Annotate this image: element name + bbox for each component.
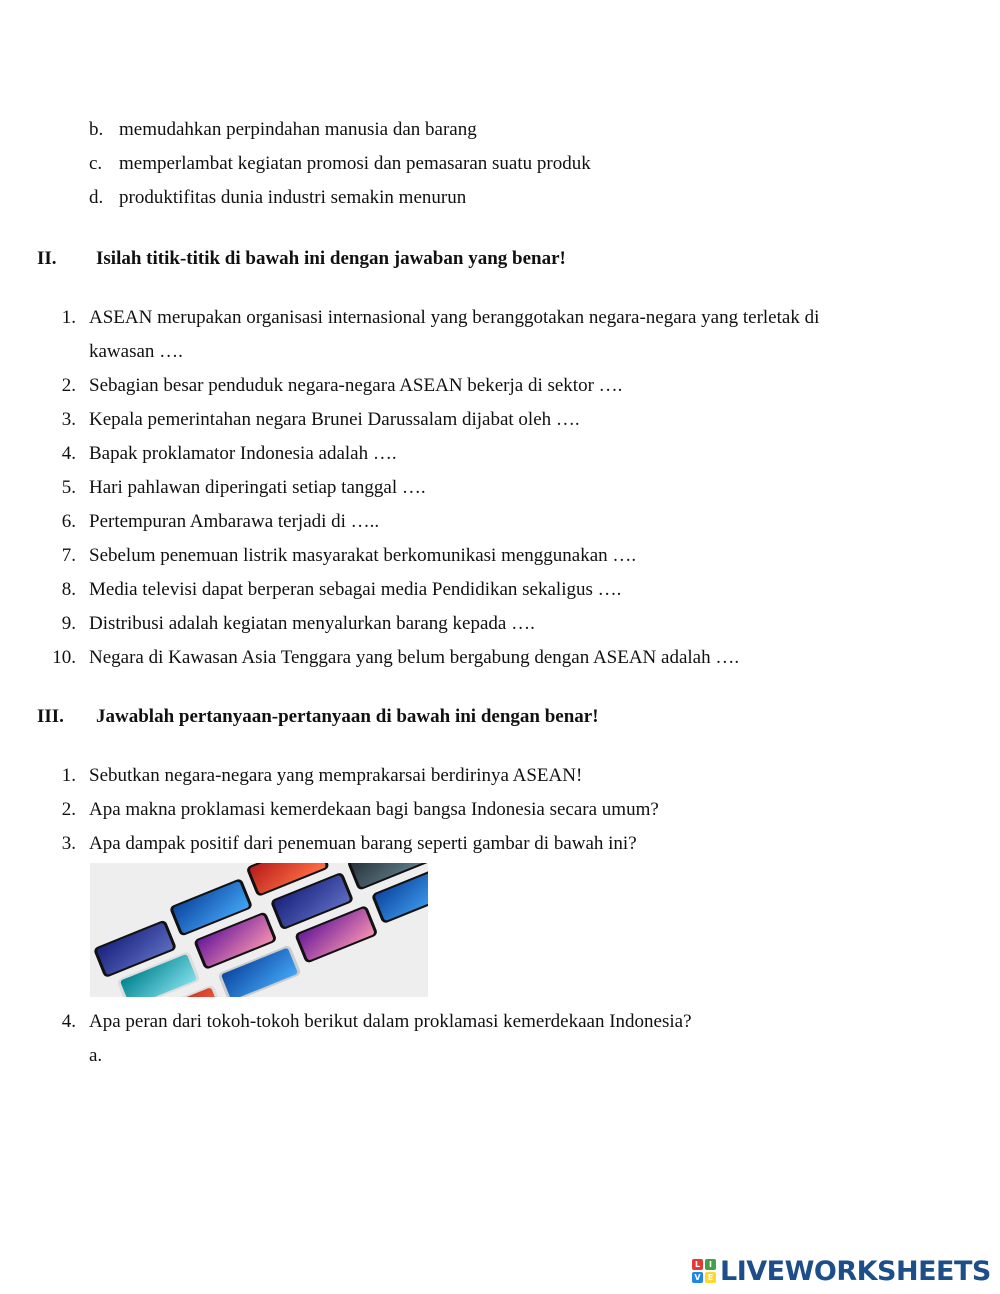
s2-question-number: 10.	[52, 647, 76, 668]
s2-question-number: 6.	[61, 511, 76, 532]
logo-block: E	[705, 1272, 716, 1283]
option-text-b: memudahkan perpindahan manusia dan barang	[119, 119, 477, 140]
s2-question-text: Negara di Kawasan Asia Tenggara yang belum bergabung dengan ASEAN adalah ….	[89, 647, 740, 668]
s3-question-text: Apa peran dari tokoh-tokoh berikut dalam proklamasi kemerdekaan Indonesia?	[89, 1011, 692, 1032]
s2-question-number: 9.	[61, 613, 76, 634]
liveworksheets-logo	[692, 1256, 991, 1286]
logo-block: V	[692, 1272, 703, 1283]
section-2-number: II.	[37, 248, 57, 269]
s3-question-number: 3.	[61, 833, 76, 854]
s2-question-text: Sebagian besar penduduk negara-negara ASEAN bekerja di sektor ….	[89, 375, 623, 396]
smartphones-image	[90, 863, 428, 997]
s2-question-text: Media televisi dapat berperan sebagai media Pendidikan sekaligus ….	[89, 579, 622, 600]
s2-question-text: Sebelum penemuan listrik masyarakat berkomunikasi menggunakan ….	[89, 545, 637, 566]
section-3-number: III.	[37, 706, 64, 727]
option-text-c: memperlambat kegiatan promosi dan pemasaran suatu produk	[119, 153, 591, 174]
s2-question-number: 5.	[61, 477, 76, 498]
s2-question-text-continued: kawasan ….	[89, 341, 183, 362]
s3-question-number: 4.	[61, 1011, 76, 1032]
s2-question-text: Bapak proklamator Indonesia adalah ….	[89, 443, 397, 464]
s3-question-text: Apa dampak positif dari penemuan barang seperti gambar di bawah ini?	[89, 833, 637, 854]
s2-question-text: Hari pahlawan diperingati setiap tanggal ….	[89, 477, 426, 498]
option-text-d: produktifitas dunia industri semakin menurun	[119, 187, 467, 208]
logo-block: I	[705, 1259, 716, 1270]
brand-name: LIVEWORKSHEETS	[720, 1255, 991, 1287]
option-letter-b: b.	[89, 119, 104, 140]
sub-item-a: a.	[89, 1045, 103, 1066]
s2-question-text: Pertempuran Ambarawa terjadi di …..	[89, 511, 380, 532]
s2-question-number: 8.	[61, 579, 76, 600]
s3-question-number: 1.	[61, 765, 76, 786]
s2-question-number: 2.	[61, 375, 76, 396]
section-3-title: Jawablah pertanyaan-pertanyaan di bawah ini dengan benar!	[96, 706, 599, 727]
s3-question-text: Sebutkan negara-negara yang memprakarsai berdirinya ASEAN!	[89, 765, 583, 786]
logo-blocks-icon	[692, 1259, 716, 1283]
s2-question-number: 3.	[61, 409, 76, 430]
s2-question-text: Distribusi adalah kegiatan menyalurkan barang kepada ….	[89, 613, 535, 634]
s2-question-text: Kepala pemerintahan negara Brunei Darussalam dijabat oleh ….	[89, 409, 580, 430]
s2-question-number: 1.	[61, 307, 76, 328]
option-letter-c: c.	[89, 153, 103, 174]
s2-question-text: ASEAN merupakan organisasi internasional yang beranggotakan negara-negara yang terletak di	[89, 307, 820, 328]
section-2-title: Isilah titik-titik di bawah ini dengan jawaban yang benar!	[96, 248, 566, 269]
s2-question-number: 4.	[61, 443, 76, 464]
option-letter-d: d.	[89, 187, 104, 208]
logo-block: L	[692, 1259, 703, 1270]
s3-question-text: Apa makna proklamasi kemerdekaan bagi bangsa Indonesia secara umum?	[89, 799, 659, 820]
s2-question-number: 7.	[61, 545, 76, 566]
s3-question-number: 2.	[61, 799, 76, 820]
